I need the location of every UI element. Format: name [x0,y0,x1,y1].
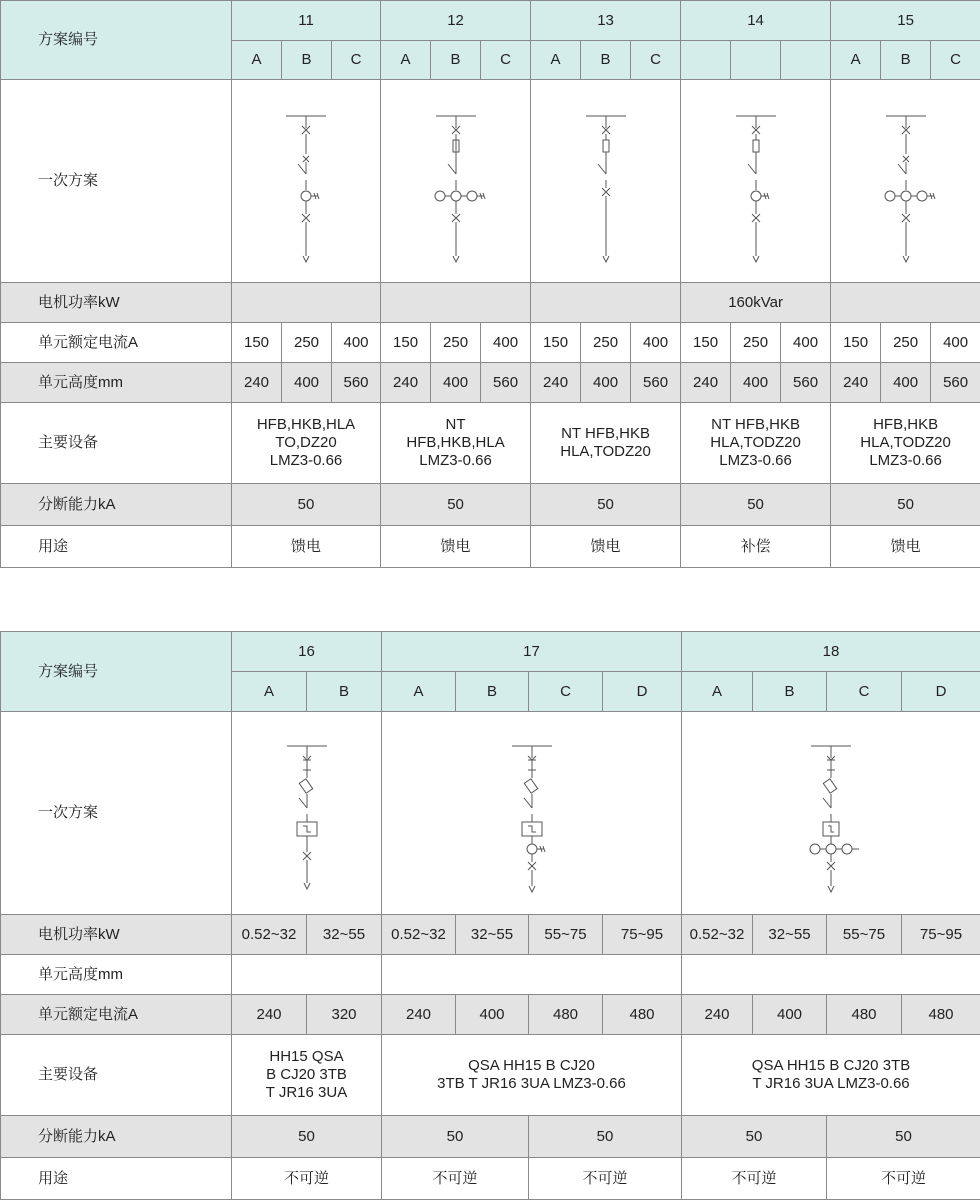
rated-current-value: 480 [529,995,603,1035]
rated-current-value: 250 [881,323,931,363]
sub-scheme: B [581,41,631,80]
sub-scheme: A [531,41,581,80]
circuit-diagram-17 [382,712,682,915]
unit-height-value: 560 [931,363,980,403]
motor-power-value: 0.52~32 [382,915,456,955]
rated-current-value: 400 [631,323,681,363]
rated-current-value: 250 [431,323,481,363]
circuit-17-icon [492,728,572,898]
sub-scheme: C [332,41,381,80]
main-equipment-value: HH15 QSA B CJ20 3TB T JR16 3UA [232,1035,382,1116]
circuit-13-icon [566,96,646,266]
motor-power-value: 32~55 [753,915,827,955]
main-equipment-value: HFB,HKB,HLA TO,DZ20 LMZ3-0.66 [232,403,381,484]
sub-scheme [731,41,781,80]
primary-scheme-label: 一次方案 [1,712,232,915]
rated-current-value: 250 [731,323,781,363]
circuit-diagram-16 [232,712,382,915]
breaking-capacity-value: 50 [381,484,531,526]
main-equipment-label: 主要设备 [1,403,232,484]
rated-current-value: 240 [682,995,753,1035]
breaking-capacity-value: 50 [531,484,681,526]
motor-power-value: 32~55 [307,915,382,955]
motor-power-value: 160kVar [681,283,831,323]
unit-height-value: 400 [881,363,931,403]
main-equipment-value: NT HFB,HKB,HLA LMZ3-0.66 [381,403,531,484]
unit-height-value: 240 [681,363,731,403]
sub-scheme: C [481,41,531,80]
motor-power-label: 电机功率kW [1,915,232,955]
scheme-no: 18 [682,632,980,672]
motor-power-value: 0.52~32 [232,915,307,955]
unit-height-label: 单元高度mm [1,363,232,403]
unit-height-value: 560 [631,363,681,403]
rated-current-value: 400 [481,323,531,363]
sub-scheme: A [831,41,881,80]
circuit-14-icon [716,96,796,266]
motor-power-value: 55~75 [529,915,603,955]
motor-power-value [531,283,681,323]
usage-label: 用途 [1,526,232,568]
breaking-capacity-label: 分断能力kA [1,1116,232,1158]
usage-value: 不可逆 [827,1158,980,1200]
primary-scheme-label: 一次方案 [1,80,232,283]
unit-height-value [382,955,682,995]
unit-height-value: 560 [781,363,831,403]
motor-power-value: 55~75 [827,915,902,955]
unit-height-value: 240 [831,363,881,403]
unit-height-value: 560 [332,363,381,403]
sub-scheme: A [232,672,307,712]
unit-height-value: 560 [481,363,531,403]
sub-scheme [681,41,731,80]
motor-power-value [831,283,980,323]
sub-scheme: B [753,672,827,712]
circuit-16-icon [267,728,347,898]
circuit-diagram-11 [232,80,381,283]
sub-scheme: B [431,41,481,80]
sub-scheme: B [456,672,529,712]
circuit-diagram-18 [682,712,980,915]
usage-value: 不可逆 [682,1158,827,1200]
sub-scheme: B [307,672,382,712]
unit-height-value: 400 [731,363,781,403]
circuit-diagram-15 [831,80,980,283]
unit-height-value [682,955,980,995]
unit-height-value [232,955,382,995]
motor-power-label: 电机功率kW [1,283,232,323]
main-equipment-value: HFB,HKB HLA,TODZ20 LMZ3-0.66 [831,403,980,484]
motor-power-value: 0.52~32 [682,915,753,955]
sub-scheme: A [232,41,282,80]
breaking-capacity-value: 50 [827,1116,980,1158]
motor-power-value: 75~95 [603,915,682,955]
circuit-diagram-12 [381,80,531,283]
breaking-capacity-value: 50 [682,1116,827,1158]
main-equipment-value: QSA HH15 B CJ20 3TB T JR16 3UA LMZ3-0.66 [682,1035,980,1116]
circuit-15-icon [866,96,946,266]
unit-height-value: 400 [282,363,332,403]
breaking-capacity-label: 分断能力kA [1,484,232,526]
breaking-capacity-value: 50 [681,484,831,526]
scheme-no: 17 [382,632,682,672]
circuit-11-icon [266,96,346,266]
scheme-no: 14 [681,1,831,41]
unit-height-label: 单元高度mm [1,955,232,995]
usage-value: 馈电 [232,526,381,568]
unit-height-value: 240 [381,363,431,403]
circuit-12-icon [416,96,496,266]
rated-current-value: 400 [332,323,381,363]
sub-scheme: C [827,672,902,712]
breaking-capacity-value: 50 [831,484,980,526]
usage-value: 馈电 [381,526,531,568]
rated-current-label: 单元额定电流A [1,995,232,1035]
main-equipment-value: NT HFB,HKB HLA,TODZ20 [531,403,681,484]
sub-scheme: B [881,41,931,80]
scheme-no-label: 方案编号 [1,1,232,80]
rated-current-label: 单元额定电流A [1,323,232,363]
scheme-no-label: 方案编号 [1,632,232,712]
sub-scheme: C [631,41,681,80]
motor-power-value [381,283,531,323]
usage-value: 不可逆 [529,1158,682,1200]
scheme-table-2 [0,631,980,1200]
usage-value: 不可逆 [382,1158,529,1200]
rated-current-value: 240 [382,995,456,1035]
motor-power-value: 75~95 [902,915,980,955]
breaking-capacity-value: 50 [232,1116,382,1158]
rated-current-value: 150 [381,323,431,363]
circuit-diagram-13 [531,80,681,283]
rated-current-value: 400 [456,995,529,1035]
rated-current-value: 320 [307,995,382,1035]
scheme-table-1 [0,0,980,568]
usage-value: 馈电 [531,526,681,568]
motor-power-value [232,283,381,323]
sub-scheme: C [529,672,603,712]
sub-scheme: A [381,41,431,80]
scheme-no: 12 [381,1,531,41]
scheme-no: 15 [831,1,980,41]
rated-current-value: 480 [902,995,980,1035]
breaking-capacity-value: 50 [232,484,381,526]
usage-value: 馈电 [831,526,980,568]
breaking-capacity-value: 50 [529,1116,682,1158]
sub-scheme: D [603,672,682,712]
sub-scheme: B [282,41,332,80]
usage-value: 不可逆 [232,1158,382,1200]
circuit-diagram-14 [681,80,831,283]
motor-power-value: 32~55 [456,915,529,955]
scheme-no: 16 [232,632,382,672]
sub-scheme: C [931,41,980,80]
unit-height-value: 240 [531,363,581,403]
rated-current-value: 150 [831,323,881,363]
unit-height-value: 400 [431,363,481,403]
rated-current-value: 150 [681,323,731,363]
rated-current-value: 480 [603,995,682,1035]
scheme-no: 11 [232,1,381,41]
unit-height-value: 240 [232,363,282,403]
rated-current-value: 480 [827,995,902,1035]
circuit-18-icon [791,728,871,898]
scheme-no: 13 [531,1,681,41]
sub-scheme: A [382,672,456,712]
sub-scheme: D [902,672,980,712]
rated-current-value: 250 [581,323,631,363]
main-equipment-value: QSA HH15 B CJ20 3TB T JR16 3UA LMZ3-0.66 [382,1035,682,1116]
breaking-capacity-value: 50 [382,1116,529,1158]
rated-current-value: 400 [753,995,827,1035]
sub-scheme: A [682,672,753,712]
rated-current-value: 250 [282,323,332,363]
main-equipment-value: NT HFB,HKB HLA,TODZ20 LMZ3-0.66 [681,403,831,484]
sub-scheme [781,41,831,80]
rated-current-value: 240 [232,995,307,1035]
main-equipment-label: 主要设备 [1,1035,232,1116]
rated-current-value: 400 [781,323,831,363]
rated-current-value: 150 [531,323,581,363]
unit-height-value: 400 [581,363,631,403]
usage-label: 用途 [1,1158,232,1200]
rated-current-value: 150 [232,323,282,363]
usage-value: 补偿 [681,526,831,568]
rated-current-value: 400 [931,323,980,363]
